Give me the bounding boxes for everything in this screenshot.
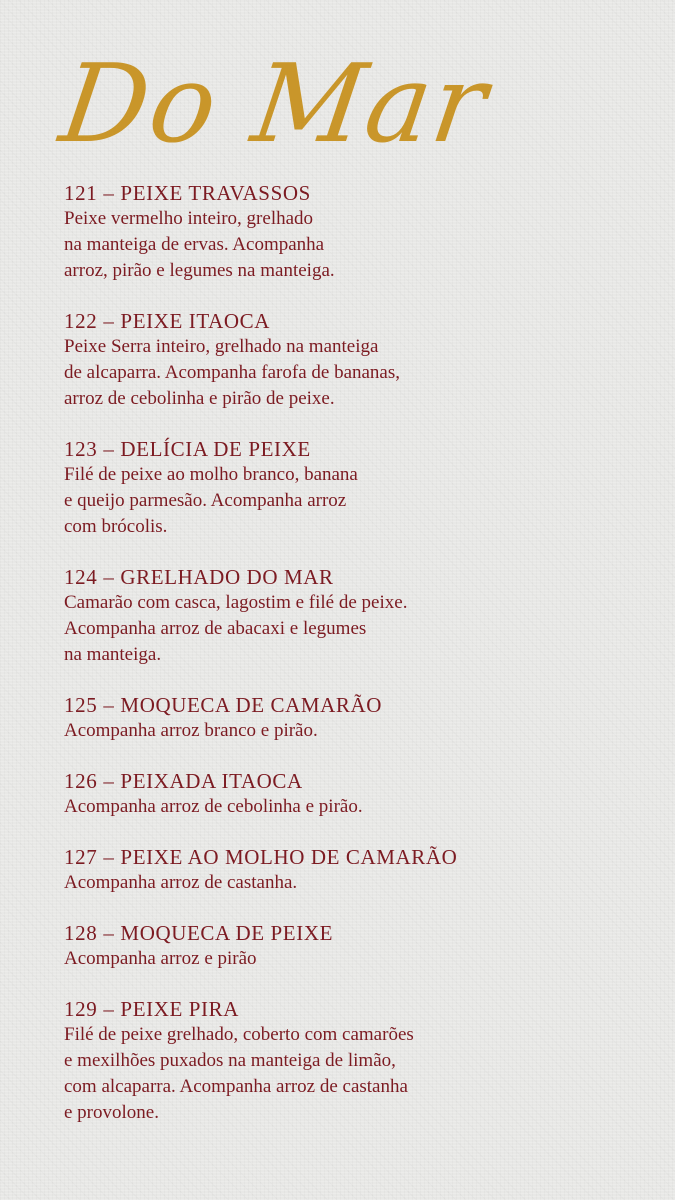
menu-item-name: MOQUECA DE PEIXE — [120, 921, 334, 945]
description-line: Acompanha arroz branco e pirão. — [64, 720, 318, 741]
description-line: e mexilhões puxados na manteiga de limão, — [64, 1050, 396, 1071]
menu-item-description — [64, 462, 624, 540]
separator: – — [103, 921, 115, 945]
menu-item-heading — [64, 920, 624, 946]
description-line: arroz, pirão e legumes na manteiga. — [64, 260, 335, 281]
menu-item-name: GRELHADO DO MAR — [120, 565, 334, 589]
menu-item — [64, 768, 624, 820]
menu-item-name: PEIXADA ITAOCA — [120, 769, 303, 793]
menu-item-name: PEIXE TRAVASSOS — [120, 181, 311, 205]
menu-item-number: 122 — [64, 309, 98, 333]
menu-item-heading — [64, 844, 624, 870]
menu-item — [64, 996, 624, 1126]
separator: – — [103, 309, 115, 333]
separator: – — [103, 565, 115, 589]
description-line: Filé de peixe ao molho branco, banana — [64, 464, 358, 485]
separator: – — [103, 437, 115, 461]
menu-item-heading — [64, 564, 624, 590]
menu-item-number: 127 — [64, 845, 98, 869]
description-line: na manteiga. — [64, 644, 162, 665]
menu-item-heading — [64, 308, 624, 334]
menu-item-heading — [64, 768, 624, 794]
description-line: na manteiga de ervas. Acompanha — [64, 234, 325, 255]
separator: – — [103, 769, 115, 793]
menu-item-description — [64, 946, 624, 972]
description-line: Acompanha arroz de cebolinha e pirão. — [64, 796, 363, 817]
menu-item-description — [64, 718, 624, 744]
menu-item — [64, 436, 624, 540]
menu-item-description — [64, 870, 624, 896]
menu-item-number: 124 — [64, 565, 98, 589]
section-title: Do Mar — [53, 42, 496, 167]
menu-item-description — [64, 206, 624, 284]
separator: – — [103, 845, 115, 869]
description-line: Filé de peixe grelhado, coberto com camarões — [64, 1024, 414, 1045]
menu-item-number: 125 — [64, 693, 98, 717]
menu-item-number: 126 — [64, 769, 98, 793]
separator: – — [103, 997, 115, 1021]
menu-item-name: MOQUECA DE CAMARÃO — [120, 693, 383, 717]
description-line: com alcaparra. Acompanha arroz de castanha — [64, 1076, 408, 1097]
menu-item — [64, 180, 624, 284]
description-line: com brócolis. — [64, 516, 168, 537]
menu-item-name: PEIXE PIRA — [120, 997, 240, 1021]
description-line: e queijo parmesão. Acompanha arroz — [64, 490, 347, 511]
menu-item-description — [64, 1022, 624, 1126]
description-line: e provolone. — [64, 1102, 159, 1123]
description-line: Camarão com casca, lagostim e filé de peixe. — [64, 592, 408, 613]
menu-list — [64, 180, 624, 1150]
separator: – — [103, 693, 115, 717]
menu-item-number: 128 — [64, 921, 98, 945]
menu-item-name: PEIXE ITAOCA — [120, 309, 271, 333]
description-line: Peixe vermelho inteiro, grelhado — [64, 208, 314, 229]
description-line: Acompanha arroz e pirão — [64, 948, 257, 969]
menu-item-description — [64, 334, 624, 412]
menu-item-number: 121 — [64, 181, 98, 205]
menu-item-name: PEIXE AO MOLHO DE CAMARÃO — [120, 845, 458, 869]
menu-item — [64, 564, 624, 668]
description-line: Acompanha arroz de castanha. — [64, 872, 298, 893]
menu-item — [64, 308, 624, 412]
description-line: de alcaparra. Acompanha farofa de bananas, — [64, 362, 401, 383]
menu-item-heading — [64, 436, 624, 462]
menu-item — [64, 844, 624, 896]
menu-item-description — [64, 590, 624, 668]
menu-item-number: 129 — [64, 997, 98, 1021]
menu-item-heading — [64, 996, 624, 1022]
menu-item-description — [64, 794, 624, 820]
description-line: Peixe Serra inteiro, grelhado na manteiga — [64, 336, 379, 357]
menu-item — [64, 920, 624, 972]
menu-item-heading — [64, 180, 624, 206]
menu-item-number: 123 — [64, 437, 98, 461]
menu-item — [64, 692, 624, 744]
separator: – — [103, 181, 115, 205]
menu-item-heading — [64, 692, 624, 718]
description-line: arroz de cebolinha e pirão de peixe. — [64, 388, 335, 409]
menu-item-name: DELÍCIA DE PEIXE — [120, 437, 311, 461]
description-line: Acompanha arroz de abacaxi e legumes — [64, 618, 367, 639]
